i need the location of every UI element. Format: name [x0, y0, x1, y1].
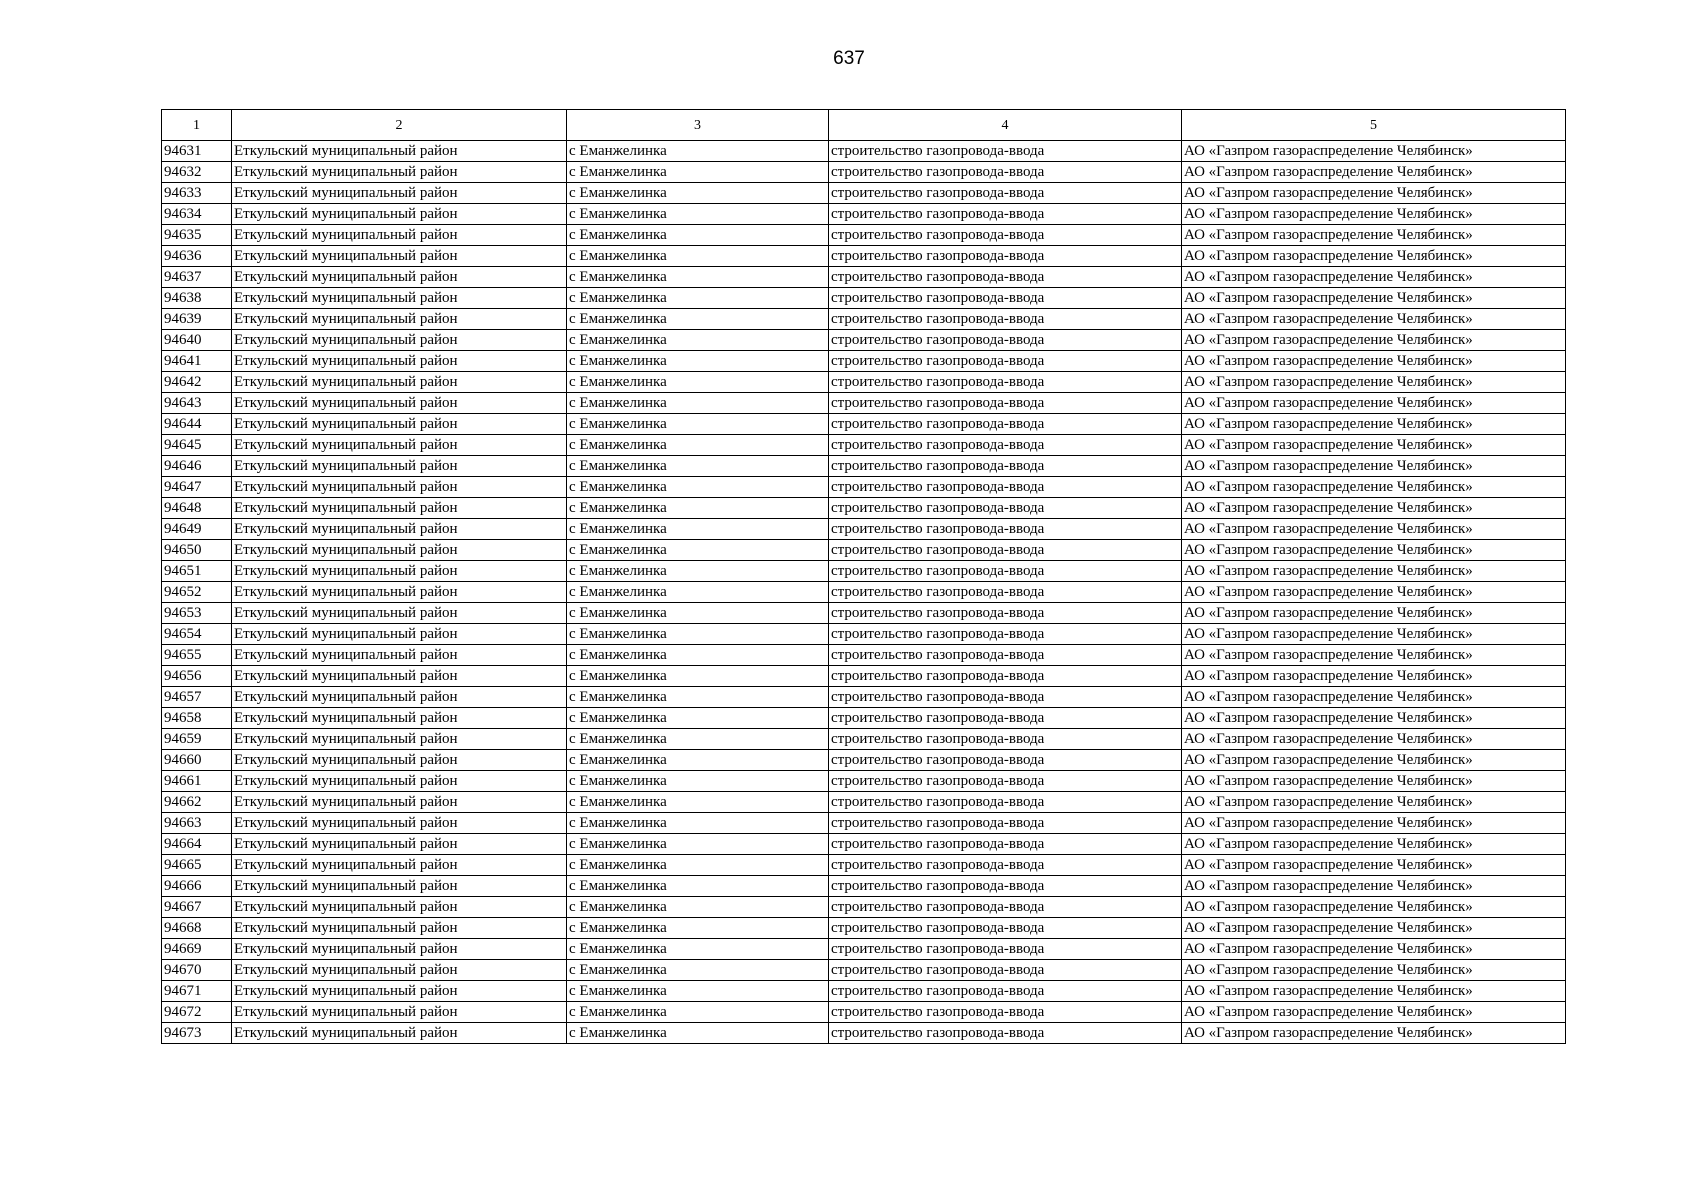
settlement-cell: с Еманжелинка	[567, 288, 829, 309]
work-type-cell: строительство газопровода-ввода	[829, 855, 1182, 876]
row-id-cell: 94668	[162, 918, 232, 939]
settlement-cell: с Еманжелинка	[567, 624, 829, 645]
work-type-cell: строительство газопровода-ввода	[829, 561, 1182, 582]
settlement-cell: с Еманжелинка	[567, 750, 829, 771]
settlement-cell: с Еманжелинка	[567, 246, 829, 267]
settlement-cell: с Еманжелинка	[567, 204, 829, 225]
row-id-cell: 94662	[162, 792, 232, 813]
organization-cell: АО «Газпром газораспределение Челябинск»	[1182, 414, 1566, 435]
work-type-cell: строительство газопровода-ввода	[829, 666, 1182, 687]
settlement-cell: с Еманжелинка	[567, 708, 829, 729]
organization-cell: АО «Газпром газораспределение Челябинск»	[1182, 792, 1566, 813]
organization-cell: АО «Газпром газораспределение Челябинск»	[1182, 582, 1566, 603]
table-row	[162, 771, 1566, 792]
settlement-cell: с Еманжелинка	[567, 771, 829, 792]
row-id-cell: 94664	[162, 834, 232, 855]
table-row	[162, 750, 1566, 771]
work-type-cell: строительство газопровода-ввода	[829, 540, 1182, 561]
settlement-cell: с Еманжелинка	[567, 309, 829, 330]
district-cell: Еткульский муниципальный район	[232, 246, 567, 267]
organization-cell: АО «Газпром газораспределение Челябинск»	[1182, 435, 1566, 456]
row-id-cell: 94641	[162, 351, 232, 372]
settlement-cell: с Еманжелинка	[567, 645, 829, 666]
district-cell: Еткульский муниципальный район	[232, 372, 567, 393]
table-row	[162, 624, 1566, 645]
settlement-cell: с Еманжелинка	[567, 729, 829, 750]
row-id-cell: 94643	[162, 393, 232, 414]
row-id-cell: 94633	[162, 183, 232, 204]
organization-cell: АО «Газпром газораспределение Челябинск»	[1182, 708, 1566, 729]
district-cell: Еткульский муниципальный район	[232, 141, 567, 162]
table-row	[162, 183, 1566, 204]
table-row	[162, 792, 1566, 813]
district-cell: Еткульский муниципальный район	[232, 855, 567, 876]
district-cell: Еткульский муниципальный район	[232, 477, 567, 498]
row-id-cell: 94672	[162, 1002, 232, 1023]
row-id-cell: 94670	[162, 960, 232, 981]
table-row	[162, 246, 1566, 267]
district-cell: Еткульский муниципальный район	[232, 519, 567, 540]
row-id-cell: 94639	[162, 309, 232, 330]
settlement-cell: с Еманжелинка	[567, 372, 829, 393]
work-type-cell: строительство газопровода-ввода	[829, 918, 1182, 939]
row-id-cell: 94654	[162, 624, 232, 645]
settlement-cell: с Еманжелинка	[567, 414, 829, 435]
district-cell: Еткульский муниципальный район	[232, 1002, 567, 1023]
settlement-cell: с Еманжелинка	[567, 456, 829, 477]
work-type-cell: строительство газопровода-ввода	[829, 771, 1182, 792]
table-row	[162, 519, 1566, 540]
settlement-cell: с Еманжелинка	[567, 897, 829, 918]
work-type-cell: строительство газопровода-ввода	[829, 960, 1182, 981]
row-id-cell: 94647	[162, 477, 232, 498]
table-row	[162, 729, 1566, 750]
row-id-cell: 94631	[162, 141, 232, 162]
district-cell: Еткульский муниципальный район	[232, 162, 567, 183]
work-type-cell: строительство газопровода-ввода	[829, 309, 1182, 330]
work-type-cell: строительство газопровода-ввода	[829, 687, 1182, 708]
row-id-cell: 94659	[162, 729, 232, 750]
row-id-cell: 94656	[162, 666, 232, 687]
district-cell: Еткульский муниципальный район	[232, 603, 567, 624]
work-type-cell: строительство газопровода-ввода	[829, 1002, 1182, 1023]
organization-cell: АО «Газпром газораспределение Челябинск»	[1182, 750, 1566, 771]
work-type-cell: строительство газопровода-ввода	[829, 981, 1182, 1002]
district-cell: Еткульский муниципальный район	[232, 729, 567, 750]
district-cell: Еткульский муниципальный район	[232, 624, 567, 645]
work-type-cell: строительство газопровода-ввода	[829, 1023, 1182, 1044]
work-type-cell: строительство газопровода-ввода	[829, 435, 1182, 456]
district-cell: Еткульский муниципальный район	[232, 393, 567, 414]
organization-cell: АО «Газпром газораспределение Челябинск»	[1182, 729, 1566, 750]
table-row	[162, 288, 1566, 309]
work-type-cell: строительство газопровода-ввода	[829, 393, 1182, 414]
organization-cell: АО «Газпром газораспределение Челябинск»	[1182, 855, 1566, 876]
district-cell: Еткульский муниципальный район	[232, 687, 567, 708]
work-type-cell: строительство газопровода-ввода	[829, 603, 1182, 624]
organization-cell: АО «Газпром газораспределение Челябинск»	[1182, 918, 1566, 939]
table-row	[162, 960, 1566, 981]
table-row	[162, 561, 1566, 582]
settlement-cell: с Еманжелинка	[567, 519, 829, 540]
work-type-cell: строительство газопровода-ввода	[829, 519, 1182, 540]
row-id-cell: 94646	[162, 456, 232, 477]
row-id-cell: 94644	[162, 414, 232, 435]
work-type-cell: строительство газопровода-ввода	[829, 729, 1182, 750]
row-id-cell: 94669	[162, 939, 232, 960]
row-id-cell: 94635	[162, 225, 232, 246]
row-id-cell: 94661	[162, 771, 232, 792]
organization-cell: АО «Газпром газораспределение Челябинск»	[1182, 834, 1566, 855]
district-cell: Еткульский муниципальный район	[232, 834, 567, 855]
organization-cell: АО «Газпром газораспределение Челябинск»	[1182, 666, 1566, 687]
table-row	[162, 456, 1566, 477]
table-row	[162, 372, 1566, 393]
row-id-cell: 94638	[162, 288, 232, 309]
organization-cell: АО «Газпром газораспределение Челябинск»	[1182, 225, 1566, 246]
district-cell: Еткульский муниципальный район	[232, 267, 567, 288]
settlement-cell: с Еманжелинка	[567, 1002, 829, 1023]
district-cell: Еткульский муниципальный район	[232, 981, 567, 1002]
district-cell: Еткульский муниципальный район	[232, 666, 567, 687]
district-cell: Еткульский муниципальный район	[232, 750, 567, 771]
table-row	[162, 666, 1566, 687]
district-cell: Еткульский муниципальный район	[232, 708, 567, 729]
work-type-cell: строительство газопровода-ввода	[829, 939, 1182, 960]
settlement-cell: с Еманжелинка	[567, 876, 829, 897]
settlement-cell: с Еманжелинка	[567, 267, 829, 288]
table-row	[162, 477, 1566, 498]
table-header	[162, 110, 1566, 141]
settlement-cell: с Еманжелинка	[567, 960, 829, 981]
district-cell: Еткульский муниципальный район	[232, 435, 567, 456]
organization-cell: АО «Газпром газораспределение Челябинск»	[1182, 372, 1566, 393]
district-cell: Еткульский муниципальный район	[232, 939, 567, 960]
row-id-cell: 94660	[162, 750, 232, 771]
organization-cell: АО «Газпром газораспределение Челябинск»	[1182, 330, 1566, 351]
organization-cell: АО «Газпром газораспределение Челябинск»	[1182, 813, 1566, 834]
organization-cell: АО «Газпром газораспределение Челябинск»	[1182, 288, 1566, 309]
work-type-cell: строительство газопровода-ввода	[829, 351, 1182, 372]
table-row	[162, 393, 1566, 414]
row-id-cell: 94673	[162, 1023, 232, 1044]
organization-cell: АО «Газпром газораспределение Челябинск»	[1182, 939, 1566, 960]
row-id-cell: 94649	[162, 519, 232, 540]
row-id-cell: 94657	[162, 687, 232, 708]
work-type-cell: строительство газопровода-ввода	[829, 456, 1182, 477]
district-cell: Еткульский муниципальный район	[232, 309, 567, 330]
row-id-cell: 94637	[162, 267, 232, 288]
table-row	[162, 813, 1566, 834]
work-type-cell: строительство газопровода-ввода	[829, 792, 1182, 813]
work-type-cell: строительство газопровода-ввода	[829, 582, 1182, 603]
work-type-cell: строительство газопровода-ввода	[829, 225, 1182, 246]
work-type-cell: строительство газопровода-ввода	[829, 750, 1182, 771]
table-row	[162, 435, 1566, 456]
organization-cell: АО «Газпром газораспределение Челябинск»	[1182, 1023, 1566, 1044]
district-cell: Еткульский муниципальный район	[232, 960, 567, 981]
settlement-cell: с Еманжелинка	[567, 498, 829, 519]
settlement-cell: с Еманжелинка	[567, 918, 829, 939]
column-header-3: 3	[567, 110, 829, 141]
district-cell: Еткульский муниципальный район	[232, 897, 567, 918]
settlement-cell: с Еманжелинка	[567, 666, 829, 687]
column-header-5: 5	[1182, 110, 1566, 141]
settlement-cell: с Еманжелинка	[567, 813, 829, 834]
row-id-cell: 94671	[162, 981, 232, 1002]
organization-cell: АО «Газпром газораспределение Челябинск»	[1182, 960, 1566, 981]
page-number: 637	[833, 48, 865, 69]
organization-cell: АО «Газпром газораспределение Челябинск»	[1182, 561, 1566, 582]
district-cell: Еткульский муниципальный район	[232, 456, 567, 477]
row-id-cell: 94652	[162, 582, 232, 603]
column-header-1: 1	[162, 110, 232, 141]
work-type-cell: строительство газопровода-ввода	[829, 183, 1182, 204]
organization-cell: АО «Газпром газораспределение Челябинск»	[1182, 624, 1566, 645]
settlement-cell: с Еманжелинка	[567, 351, 829, 372]
district-cell: Еткульский муниципальный район	[232, 225, 567, 246]
table-row	[162, 267, 1566, 288]
district-cell: Еткульский муниципальный район	[232, 645, 567, 666]
district-cell: Еткульский муниципальный район	[232, 918, 567, 939]
settlement-cell: с Еманжелинка	[567, 435, 829, 456]
settlement-cell: с Еманжелинка	[567, 162, 829, 183]
settlement-cell: с Еманжелинка	[567, 582, 829, 603]
organization-cell: АО «Газпром газораспределение Челябинск»	[1182, 267, 1566, 288]
row-id-cell: 94636	[162, 246, 232, 267]
work-type-cell: строительство газопровода-ввода	[829, 414, 1182, 435]
table-row	[162, 1002, 1566, 1023]
table-row	[162, 708, 1566, 729]
table-row	[162, 687, 1566, 708]
district-cell: Еткульский муниципальный район	[232, 204, 567, 225]
organization-cell: АО «Газпром газораспределение Челябинск»	[1182, 876, 1566, 897]
organization-cell: АО «Газпром газораспределение Челябинск»	[1182, 246, 1566, 267]
table-body	[162, 141, 1566, 1044]
settlement-cell: с Еманжелинка	[567, 855, 829, 876]
organization-cell: АО «Газпром газораспределение Челябинск»	[1182, 603, 1566, 624]
settlement-cell: с Еманжелинка	[567, 939, 829, 960]
district-cell: Еткульский муниципальный район	[232, 561, 567, 582]
row-id-cell: 94634	[162, 204, 232, 225]
table-row	[162, 414, 1566, 435]
district-cell: Еткульский муниципальный район	[232, 771, 567, 792]
organization-cell: АО «Газпром газораспределение Челябинск»	[1182, 309, 1566, 330]
organization-cell: АО «Газпром газораспределение Челябинск»	[1182, 141, 1566, 162]
table-row	[162, 918, 1566, 939]
organization-cell: АО «Газпром газораспределение Челябинск»	[1182, 477, 1566, 498]
row-id-cell: 94632	[162, 162, 232, 183]
work-type-cell: строительство газопровода-ввода	[829, 708, 1182, 729]
district-cell: Еткульский муниципальный район	[232, 1023, 567, 1044]
row-id-cell: 94655	[162, 645, 232, 666]
organization-cell: АО «Газпром газораспределение Челябинск»	[1182, 897, 1566, 918]
row-id-cell: 94642	[162, 372, 232, 393]
work-type-cell: строительство газопровода-ввода	[829, 834, 1182, 855]
organization-cell: АО «Газпром газораспределение Челябинск»	[1182, 456, 1566, 477]
district-cell: Еткульский муниципальный район	[232, 813, 567, 834]
organization-cell: АО «Газпром газораспределение Челябинск»	[1182, 393, 1566, 414]
row-id-cell: 94658	[162, 708, 232, 729]
table-row	[162, 981, 1566, 1002]
district-cell: Еткульский муниципальный район	[232, 540, 567, 561]
work-type-cell: строительство газопровода-ввода	[829, 624, 1182, 645]
settlement-cell: с Еманжелинка	[567, 687, 829, 708]
organization-cell: АО «Газпром газораспределение Челябинск»	[1182, 162, 1566, 183]
table-row	[162, 309, 1566, 330]
row-id-cell: 94667	[162, 897, 232, 918]
table-row	[162, 204, 1566, 225]
row-id-cell: 94645	[162, 435, 232, 456]
settlement-cell: с Еманжелинка	[567, 393, 829, 414]
table-row	[162, 645, 1566, 666]
work-type-cell: строительство газопровода-ввода	[829, 330, 1182, 351]
registry-table	[161, 109, 1566, 1044]
table-row	[162, 225, 1566, 246]
table-row	[162, 1023, 1566, 1044]
work-type-cell: строительство газопровода-ввода	[829, 267, 1182, 288]
table-row	[162, 540, 1566, 561]
table-row	[162, 162, 1566, 183]
work-type-cell: строительство газопровода-ввода	[829, 897, 1182, 918]
work-type-cell: строительство газопровода-ввода	[829, 246, 1182, 267]
settlement-cell: с Еманжелинка	[567, 183, 829, 204]
header-row	[162, 110, 1566, 141]
district-cell: Еткульский муниципальный район	[232, 414, 567, 435]
table-row	[162, 876, 1566, 897]
table-row	[162, 582, 1566, 603]
column-header-2: 2	[232, 110, 567, 141]
settlement-cell: с Еманжелинка	[567, 1023, 829, 1044]
organization-cell: АО «Газпром газораспределение Челябинск»	[1182, 204, 1566, 225]
settlement-cell: с Еманжелинка	[567, 330, 829, 351]
row-id-cell: 94651	[162, 561, 232, 582]
work-type-cell: строительство газопровода-ввода	[829, 813, 1182, 834]
work-type-cell: строительство газопровода-ввода	[829, 162, 1182, 183]
table-row	[162, 603, 1566, 624]
organization-cell: АО «Газпром газораспределение Челябинск»	[1182, 351, 1566, 372]
district-cell: Еткульский муниципальный район	[232, 288, 567, 309]
row-id-cell: 94653	[162, 603, 232, 624]
organization-cell: АО «Газпром газораспределение Челябинск»	[1182, 519, 1566, 540]
table-row	[162, 834, 1566, 855]
settlement-cell: с Еманжелинка	[567, 603, 829, 624]
district-cell: Еткульский муниципальный район	[232, 351, 567, 372]
organization-cell: АО «Газпром газораспределение Челябинск»	[1182, 771, 1566, 792]
work-type-cell: строительство газопровода-ввода	[829, 876, 1182, 897]
organization-cell: АО «Газпром газораспределение Челябинск»	[1182, 981, 1566, 1002]
column-header-4: 4	[829, 110, 1182, 141]
organization-cell: АО «Газпром газораспределение Челябинск»	[1182, 540, 1566, 561]
row-id-cell: 94650	[162, 540, 232, 561]
organization-cell: АО «Газпром газораспределение Челябинск»	[1182, 687, 1566, 708]
district-cell: Еткульский муниципальный район	[232, 582, 567, 603]
organization-cell: АО «Газпром газораспределение Челябинск»	[1182, 1002, 1566, 1023]
work-type-cell: строительство газопровода-ввода	[829, 141, 1182, 162]
row-id-cell: 94640	[162, 330, 232, 351]
organization-cell: АО «Газпром газораспределение Челябинск»	[1182, 183, 1566, 204]
work-type-cell: строительство газопровода-ввода	[829, 645, 1182, 666]
table-row	[162, 855, 1566, 876]
row-id-cell: 94666	[162, 876, 232, 897]
organization-cell: АО «Газпром газораспределение Челябинск»	[1182, 645, 1566, 666]
work-type-cell: строительство газопровода-ввода	[829, 288, 1182, 309]
table-row	[162, 351, 1566, 372]
settlement-cell: с Еманжелинка	[567, 561, 829, 582]
table-row	[162, 498, 1566, 519]
settlement-cell: с Еманжелинка	[567, 540, 829, 561]
row-id-cell: 94665	[162, 855, 232, 876]
organization-cell: АО «Газпром газораспределение Челябинск»	[1182, 498, 1566, 519]
district-cell: Еткульский муниципальный район	[232, 183, 567, 204]
work-type-cell: строительство газопровода-ввода	[829, 204, 1182, 225]
table-row	[162, 939, 1566, 960]
settlement-cell: с Еманжелинка	[567, 834, 829, 855]
work-type-cell: строительство газопровода-ввода	[829, 372, 1182, 393]
settlement-cell: с Еманжелинка	[567, 477, 829, 498]
district-cell: Еткульский муниципальный район	[232, 498, 567, 519]
settlement-cell: с Еманжелинка	[567, 225, 829, 246]
district-cell: Еткульский муниципальный район	[232, 876, 567, 897]
district-cell: Еткульский муниципальный район	[232, 330, 567, 351]
table-row	[162, 141, 1566, 162]
work-type-cell: строительство газопровода-ввода	[829, 477, 1182, 498]
row-id-cell: 94648	[162, 498, 232, 519]
row-id-cell: 94663	[162, 813, 232, 834]
work-type-cell: строительство газопровода-ввода	[829, 498, 1182, 519]
settlement-cell: с Еманжелинка	[567, 981, 829, 1002]
table-row	[162, 897, 1566, 918]
settlement-cell: с Еманжелинка	[567, 792, 829, 813]
table-row	[162, 330, 1566, 351]
settlement-cell: с Еманжелинка	[567, 141, 829, 162]
district-cell: Еткульский муниципальный район	[232, 792, 567, 813]
